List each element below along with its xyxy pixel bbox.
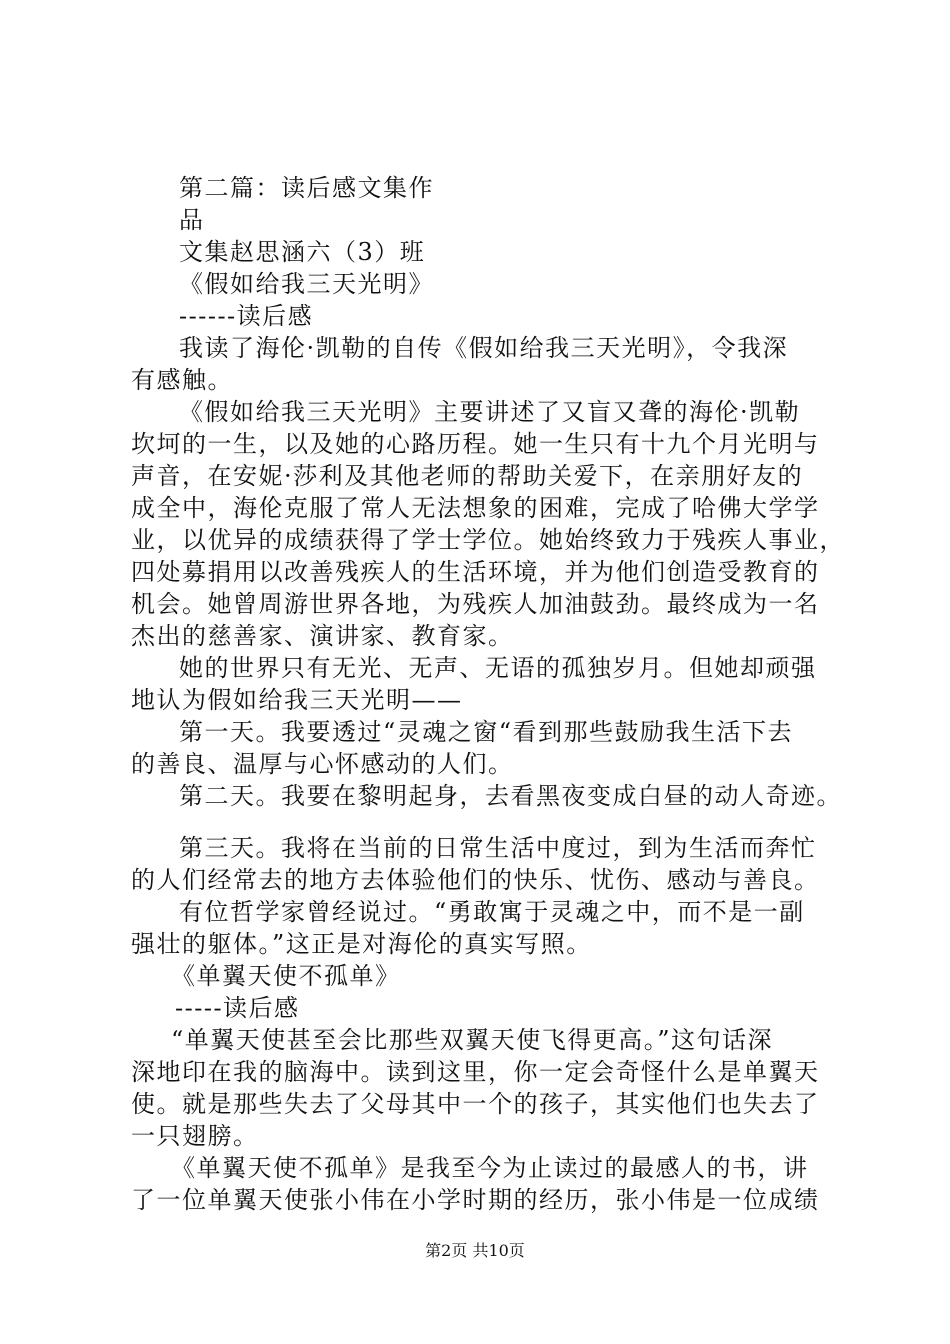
heading-title-line2: 品 — [179, 206, 205, 234]
author-line: 文集赵思涵六（3）班 — [179, 238, 426, 266]
paragraph-line: 有感触。 — [131, 366, 233, 394]
subtitle-1: ------读后感 — [179, 302, 314, 330]
paragraph-line: 声音，在安妮·莎利及其他老师的帮助关爱下，在亲朋好友的 — [131, 462, 804, 490]
paragraph-line: 机会。她曾周游世界各地，为残疾人加油鼓劲。最终成为一名 — [131, 590, 820, 618]
paragraph-line: 《单翼天使不孤单》是我至今为止读过的最感人的书，讲 — [171, 1154, 809, 1182]
paragraph-line: 我读了海伦·凯勒的自传《假如给我三天光明》，令我深 — [179, 334, 789, 362]
paragraph-line: “单翼天使甚至会比那些双翼天使飞得更高。”这句话深 — [171, 1026, 774, 1054]
paragraph-line: 坎坷的一生，以及她的心路历程。她一生只有十九个月光明与 — [131, 430, 820, 458]
subtitle-2: -----读后感 — [175, 994, 300, 1022]
paragraph-line: 有位哲学家曾经说过。“勇敢寓于灵魂之中，而不是一副 — [179, 898, 805, 926]
paragraph-line: 了一位单翼天使张小伟在小学时期的经历，张小伟是一位成绩 — [131, 1186, 820, 1214]
paragraph-line: 地认为假如给我三天光明—— — [131, 686, 463, 714]
book-title-1: 《假如给我三天光明》 — [179, 270, 434, 298]
paragraph-line: 《假如给我三天光明》主要讲述了又盲又聋的海伦·凯勒 — [179, 398, 801, 426]
paragraph-line: 第三天。我将在当前的日常生活中度过，到为生活而奔忙 — [179, 834, 817, 862]
paragraph-line: 成全中，海伦克服了常人无法想象的困难，完成了哈佛大学学 — [131, 494, 820, 522]
paragraph-line: 强壮的躯体。”这正是对海伦的真实写照。 — [131, 930, 592, 958]
paragraph-line: 第二天。我要在黎明起身，去看黑夜变成白昼的动人奇迹。 — [179, 782, 842, 810]
paragraph-line: 杰出的慈善家、演讲家、教育家。 — [131, 622, 514, 650]
paragraph-line: 的人们经常去的地方去体验他们的快乐、忧伤、感动与善良。 — [131, 866, 820, 894]
paragraph-line: 业，以优异的成绩获得了学士学位。她始终致力于残疾人事业， — [131, 526, 845, 554]
paragraph-line: 四处募捐用以改善残疾人的生活环境，并为他们创造受教育的 — [131, 558, 820, 586]
book-title-2: 《单翼天使不孤单》 — [171, 962, 401, 990]
heading-title-line1: 第二篇：读后感文集作 — [179, 174, 434, 202]
paragraph-line: 的善良、温厚与心怀感动的人们。 — [131, 750, 514, 778]
paragraph-line: 第一天。我要透过“灵魂之窗“看到那些鼓励我生活下去 — [179, 718, 794, 746]
page-footer: 第2页 共10页 — [425, 1241, 525, 1260]
paragraph-line: 使。就是那些失去了父母其中一个的孩子，其实他们也失去了 — [131, 1090, 820, 1118]
paragraph-line: 她的世界只有无光、无声、无语的孤独岁月。但她却顽强 — [179, 654, 817, 682]
paragraph-line: 一只翅膀。 — [131, 1122, 259, 1150]
paragraph-line: 深地印在我的脑海中。读到这里，你一定会奇怪什么是单翼天 — [131, 1058, 820, 1086]
